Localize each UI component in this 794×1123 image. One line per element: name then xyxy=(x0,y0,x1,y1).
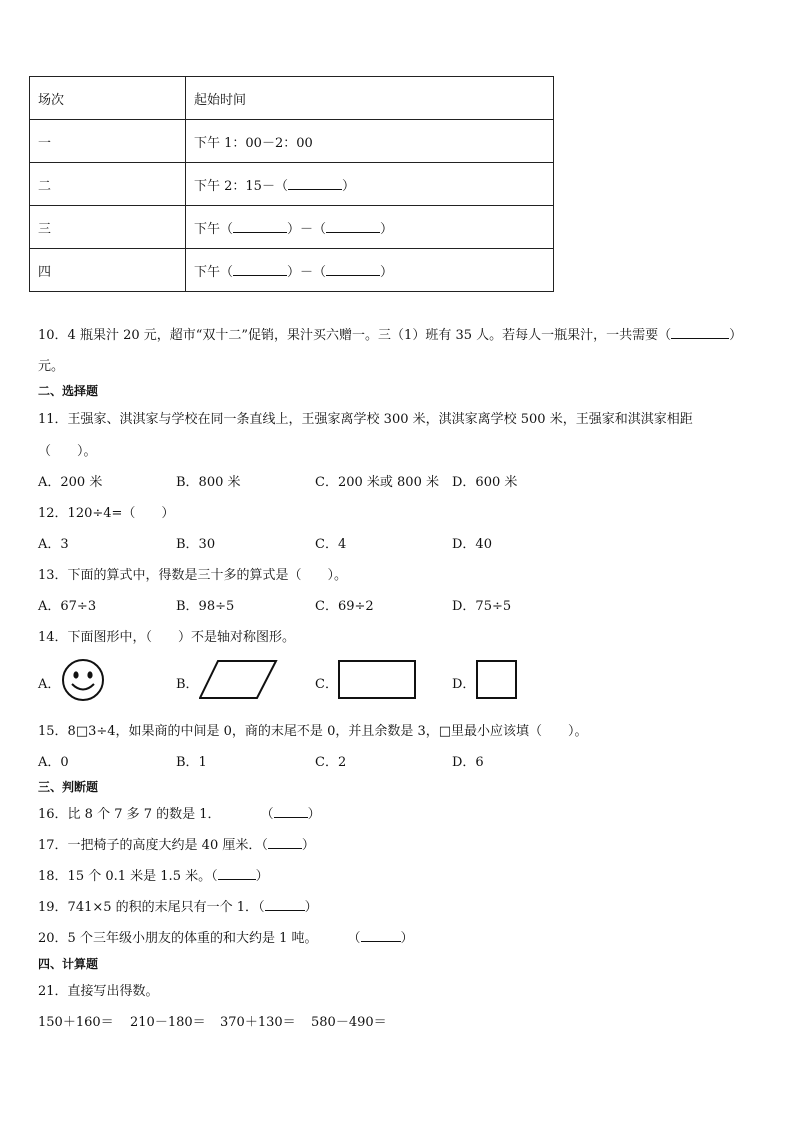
q11-option-d[interactable]: D．600 米 xyxy=(452,475,518,490)
q11-option-c[interactable]: C．200 米或 800 米 xyxy=(315,475,439,490)
q14-option-c[interactable]: C． xyxy=(315,677,338,692)
q15-option-d[interactable]: D．6 xyxy=(452,755,484,770)
answer-blank[interactable] xyxy=(218,867,256,880)
bracket-close: ） xyxy=(301,838,315,853)
question-text: 18．15 个 0.1 米是 1.5 米。 xyxy=(38,869,212,884)
table-header-session: 场次 xyxy=(30,77,186,120)
q15-option-a[interactable]: A．0 xyxy=(38,755,69,770)
question-text: 16．比 8 个 7 多 7 的数是 1． xyxy=(38,807,221,822)
q11-option-a[interactable]: A．200 米 xyxy=(38,475,103,490)
q15-option-b[interactable]: B．1 xyxy=(176,755,207,770)
calc-item: 210－180＝ xyxy=(130,1015,206,1030)
q12-option-c[interactable]: C．4 xyxy=(315,537,347,552)
q12-option-b[interactable]: B．30 xyxy=(176,537,216,552)
question-14: 14．下面图形中，（ ）不是轴对称图形。 xyxy=(38,630,296,645)
session-cell: 一 xyxy=(30,120,186,163)
question-16 xyxy=(38,803,321,822)
question-18 xyxy=(38,865,269,884)
answer-blank[interactable] xyxy=(233,220,287,233)
bracket-open: （ xyxy=(211,869,218,884)
time-cell xyxy=(186,163,554,206)
question-11-line2: （ ）。 xyxy=(38,444,97,459)
time-cell xyxy=(186,249,554,292)
schedule-table xyxy=(29,76,554,292)
answer-blank[interactable] xyxy=(288,177,342,190)
session-cell: 三 xyxy=(30,206,186,249)
table-row xyxy=(30,206,554,249)
question-11: 11．王强家、淇淇家与学校在同一条直线上，王强家离学校 300 米，淇淇家离学校 500 米，王强家和淇淇家相距 xyxy=(38,412,693,427)
time-cell xyxy=(186,120,554,163)
parallelogram-icon xyxy=(199,660,279,700)
section-heading-judge: 三、判断题 xyxy=(38,780,99,794)
q14-option-b[interactable]: B． xyxy=(176,677,199,692)
bracket-close: ） xyxy=(400,931,414,946)
question-21: 21．直接写出得数。 xyxy=(38,984,159,999)
q12-option-a[interactable]: A．3 xyxy=(38,537,69,552)
question-10-line2: 元。 xyxy=(38,359,65,374)
q12-option-d[interactable]: D．40 xyxy=(452,537,492,552)
table-header-row xyxy=(30,77,554,120)
question-13: 13．下面的算式中，得数是三十多的算式是（ ）。 xyxy=(38,568,348,583)
time-text: ） xyxy=(380,221,394,237)
question-text: 17．一把椅子的高度大约是 40 厘米． xyxy=(38,838,262,853)
answer-blank[interactable] xyxy=(268,836,302,849)
time-text: ）－（ xyxy=(287,221,327,237)
question-19 xyxy=(38,896,318,915)
calc-item: 580－490＝ xyxy=(311,1015,387,1030)
question-10 xyxy=(38,324,742,343)
answer-blank[interactable] xyxy=(361,929,401,942)
q14-option-d[interactable]: D． xyxy=(452,677,476,692)
time-text: ） xyxy=(341,178,355,194)
session-cell: 四 xyxy=(30,249,186,292)
q13-option-b[interactable]: B．98÷5 xyxy=(176,599,235,614)
question-20 xyxy=(38,927,414,946)
question-12: 12．120÷4=（ ） xyxy=(38,506,175,521)
answer-blank[interactable] xyxy=(233,263,287,276)
question-text: 19．741×5 的积的末尾只有一个 1． xyxy=(38,900,259,915)
q14-option-a[interactable]: A． xyxy=(38,677,61,692)
time-text: 下午（ xyxy=(194,264,234,280)
square-icon xyxy=(476,660,518,700)
question-15: 15．8□3÷4，如果商的中间是 0，商的末尾不是 0，并且余数是 3，□里最小应该填（ ）。 xyxy=(38,724,588,739)
bracket-close: ） xyxy=(255,869,269,884)
answer-blank[interactable] xyxy=(326,220,380,233)
table-header-time: 起始时间 xyxy=(186,77,554,120)
time-text: 下午 1：00－2：00 xyxy=(194,135,313,151)
time-text: 下午 2：15－（ xyxy=(194,178,288,194)
question-text: 20．5 个三年级小朋友的体重的和大约是 1 吨。 xyxy=(38,931,318,946)
smiley-face-icon xyxy=(60,657,106,703)
section-heading-calc: 四、计算题 xyxy=(38,957,99,971)
time-cell xyxy=(186,206,554,249)
bracket-close: ） xyxy=(304,900,318,915)
calc-item: 150＋160＝ xyxy=(38,1015,114,1030)
rectangle-icon xyxy=(338,660,417,700)
table-row xyxy=(30,120,554,163)
table-row xyxy=(30,163,554,206)
question-text: ） xyxy=(729,328,743,343)
question-17 xyxy=(38,834,315,853)
q13-option-c[interactable]: C．69÷2 xyxy=(315,599,374,614)
bracket-open: （ xyxy=(258,900,265,915)
answer-blank[interactable] xyxy=(265,898,305,911)
q13-option-d[interactable]: D．75÷5 xyxy=(452,599,512,614)
table-row xyxy=(30,249,554,292)
answer-blank[interactable] xyxy=(274,805,308,818)
answer-blank[interactable] xyxy=(671,326,729,339)
q11-option-b[interactable]: B．800 米 xyxy=(176,475,241,490)
q13-option-a[interactable]: A．67÷3 xyxy=(38,599,97,614)
session-cell: 二 xyxy=(30,163,186,206)
time-text: 下午（ xyxy=(194,221,234,237)
time-text: ）－（ xyxy=(287,264,327,280)
bracket-close: ） xyxy=(307,807,321,822)
section-heading-choice: 二、选择题 xyxy=(38,384,99,398)
calc-item: 370＋130＝ xyxy=(220,1015,296,1030)
q15-option-c[interactable]: C．2 xyxy=(315,755,347,770)
bracket-open: （ xyxy=(347,931,361,946)
answer-blank[interactable] xyxy=(326,263,380,276)
time-text: ） xyxy=(380,264,394,280)
question-text: 10．4 瓶果汁 20 元，超市“双十二”促销，果汁买六赠一。三（1）班有 35 人。若每人一瓶果汁，一共需要（ xyxy=(38,328,672,343)
bracket-open: （ xyxy=(261,838,268,853)
bracket-open: （ xyxy=(260,807,274,822)
